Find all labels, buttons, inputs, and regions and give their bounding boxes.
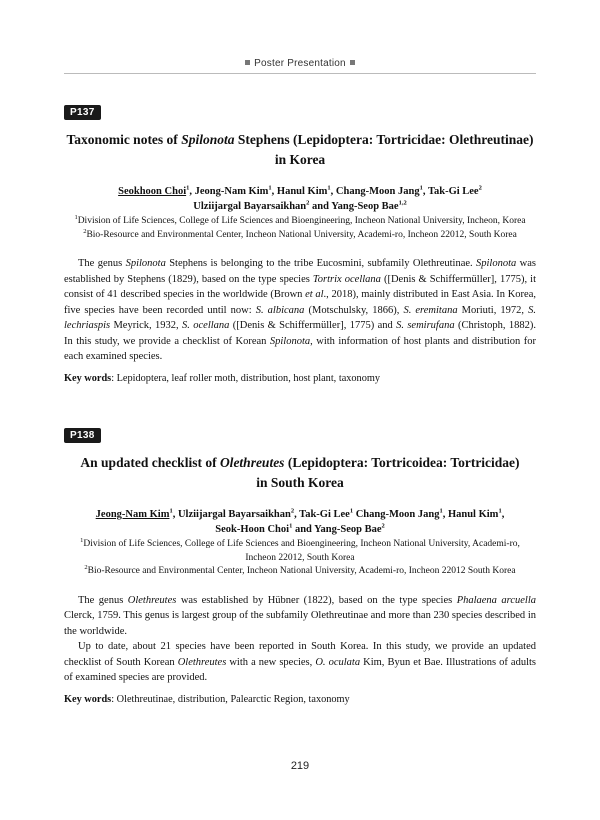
author-separator: , <box>501 509 505 520</box>
abstract-body <box>64 593 536 686</box>
keywords-label: Key words <box>64 693 112 705</box>
presenting-author: Seokhoon Choi <box>118 186 187 197</box>
affiliation-text: Division of Life Sciences, College of Life Sciences and Bioengineering, Incheon National University, Academi-ro, Incheon 22012, South Korea <box>83 539 520 563</box>
affiliation <box>64 538 536 565</box>
title-text: Stephens (Lepidoptera: Tortricidae: Olethreutinae) <box>234 132 534 147</box>
keywords-text: Olethreutinae, distribution, Palearctic Region, taxonomy <box>116 693 350 705</box>
italic-taxon: Spilonota <box>476 258 517 269</box>
abstract-p138 <box>64 425 536 707</box>
section-label: Poster Presentation <box>254 58 346 69</box>
text-run: Up to date, about 21 species have been reported in South Korea. In this study, we provide an updated checklist of South Korean <box>64 641 536 668</box>
author-list <box>64 184 536 214</box>
text-run: Stephens is belonging to the tribe Eucosmini, subfamily Olethreutinae. <box>165 258 477 269</box>
author-separator: and <box>292 524 315 535</box>
author-affiliation-mark: 1 <box>186 184 190 192</box>
author-name: Hanul Kim <box>447 509 499 520</box>
author-affiliation-mark: 1 <box>498 507 502 515</box>
running-header <box>60 58 540 69</box>
author-separator: , <box>442 509 448 520</box>
square-bullet-icon <box>350 60 355 65</box>
author-name: Chang-Moon Jang <box>355 509 440 520</box>
author-name: Ulziijargal Bayarsaikhan <box>177 509 291 520</box>
abstract-p137 <box>64 102 536 386</box>
author-affiliation-mark: 1 <box>349 507 354 515</box>
affiliation-text: Bio-Resource and Environmental Center, Incheon National University, Academi-ro, Incheon 22012 South Korea <box>87 566 516 576</box>
author-affiliation-mark: 1 <box>169 507 173 515</box>
author-affiliation-mark: 2 <box>381 522 385 530</box>
affiliation <box>64 229 536 243</box>
italic-taxon: et al <box>305 289 324 300</box>
italic-taxon: Olethreutes <box>127 594 177 606</box>
title-text: (Lepidoptera: Tortricoidea: Tortricidae) <box>284 455 520 470</box>
author-affiliation-mark: 1 <box>268 184 272 192</box>
abstract-title <box>64 130 536 170</box>
author-name: Yang-Seop Bae <box>314 524 382 535</box>
author-name: Chang-Moon Jang <box>335 186 420 197</box>
text-run: ([Denis & Schiffermüller], 1775) and <box>229 320 397 331</box>
author-affiliation-mark: 1,2 <box>398 199 407 207</box>
text-run: Moriuti, 1972, <box>457 304 529 316</box>
header-divider <box>64 73 536 74</box>
abstract-paragraph <box>64 593 536 640</box>
italic-taxon: Olethreutes <box>177 656 227 668</box>
italic-taxon: Phalaena arcuella <box>456 594 536 606</box>
affiliation-list <box>64 538 536 579</box>
author-name: Tak-Gi Lee <box>299 509 350 520</box>
title-genus: Spilonota <box>181 132 235 147</box>
italic-taxon: O. oculata <box>315 656 361 668</box>
abstract-id-badge: P138 <box>64 428 101 443</box>
italic-taxon: Spilonota <box>269 335 311 347</box>
presenting-author: Jeong-Nam Kim <box>95 509 170 520</box>
text-run: with a new species, <box>226 656 316 668</box>
text-run: was established by Stephens (1829), based on the type species <box>64 258 536 285</box>
title-text: An updated checklist of <box>80 455 220 470</box>
title-genus: Olethreutes <box>219 455 285 470</box>
affiliation-mark: 2 <box>84 563 88 571</box>
author-list <box>64 507 536 537</box>
author-separator: , <box>189 186 195 197</box>
italic-taxon: S. semirufana <box>396 320 455 331</box>
text-run: , with information of host plants and distribution for each examined species. <box>64 335 536 362</box>
affiliation <box>64 215 536 229</box>
affiliation-text: Division of Life Sciences, College of Life Sciences and Bioengineering, Incheon National University, Incheon, Korea <box>77 216 526 226</box>
author-name: Ulziijargal Bayarsaikhan <box>193 201 307 212</box>
text-run: The genus <box>78 258 126 269</box>
text-run: ([Denis & Schiffermüller], 1775), it consist of 41 described species in the worldwide (Brown <box>64 273 536 300</box>
text-run: (Motschulsky, 1866), <box>304 304 404 316</box>
title-text: Taxonomic notes of <box>66 132 182 147</box>
italic-taxon: S. ocellana <box>182 320 230 331</box>
abstract-body <box>64 256 536 365</box>
text-run: was established by Hübner (1822), based on the type species <box>176 594 457 606</box>
author-affiliation-mark: 1 <box>289 522 293 530</box>
author-name: Tak-Gi Lee <box>427 186 479 197</box>
title-text: in Korea <box>274 152 326 167</box>
author-separator: , <box>422 186 428 197</box>
italic-taxon: Spilonota <box>125 258 166 269</box>
author-name: Hanul Kim <box>276 186 328 197</box>
affiliation-mark: 1 <box>80 536 84 544</box>
keywords-line <box>64 692 536 707</box>
page-number: 219 <box>290 760 310 772</box>
author-name: Jeong-Nam Kim <box>194 186 269 197</box>
affiliation-mark: 1 <box>74 213 78 221</box>
author-affiliation-mark: 2 <box>306 199 310 207</box>
author-affiliation-mark: 2 <box>290 507 295 515</box>
author-separator: , <box>271 186 277 197</box>
abstract-paragraph <box>64 256 536 365</box>
author-separator: , <box>172 509 178 520</box>
affiliation-text: Bio-Resource and Environmental Center, Incheon National University, Academi-ro, Incheon 22012, South Korea <box>86 229 517 240</box>
text-run: Meyrick, 1932, <box>110 320 183 331</box>
text-run: Kim, Byun et Bae. Illustrations of adults of examined species are provided. <box>64 656 537 683</box>
keywords-text: Lepidoptera, leaf roller moth, distribution, host plant, taxonomy <box>116 372 381 384</box>
italic-taxon: S. eremitana <box>403 304 458 316</box>
author-name: Yang-Seop Bae <box>331 201 399 212</box>
text-run: (Christoph, 1882). In this study, we provide a checklist of Korean <box>64 320 536 347</box>
abstract-id-badge: P137 <box>64 105 101 120</box>
author-affiliation-mark: 2 <box>478 184 482 192</box>
author-separator: , <box>330 186 336 197</box>
author-affiliation-mark: 1 <box>327 184 331 192</box>
keywords-separator: : <box>111 372 117 384</box>
author-name: Seok-Hoon Choi <box>215 524 290 535</box>
title-text: in South Korea <box>256 475 344 490</box>
italic-taxon: Tortrix ocellana <box>312 273 381 285</box>
keywords-line <box>64 371 536 386</box>
keywords-separator: : <box>111 693 117 705</box>
italic-taxon: S. lechriaspis <box>64 304 536 331</box>
keywords-label: Key words <box>64 372 112 384</box>
text-run: ., 2018), mainly distributed in East Asia. In Korea, five species have been recorded until now: <box>64 289 536 316</box>
text-run: The genus <box>78 594 128 606</box>
abstract-paragraph <box>64 639 536 686</box>
affiliation-list <box>64 215 536 242</box>
text-run: Clerck, 1759. This genus is largest group of the subfamily Olethreutinae and more than 230 species described in the worldwide. <box>64 610 536 637</box>
author-affiliation-mark: 1 <box>439 507 443 515</box>
square-bullet-icon <box>245 60 250 65</box>
italic-taxon: S. albicana <box>255 304 305 316</box>
author-affiliation-mark: 1 <box>419 184 423 192</box>
abstract-title <box>64 453 536 493</box>
affiliation-mark: 2 <box>83 227 87 235</box>
author-separator: and <box>309 201 332 212</box>
author-separator: , <box>294 509 300 520</box>
affiliation <box>64 565 536 579</box>
